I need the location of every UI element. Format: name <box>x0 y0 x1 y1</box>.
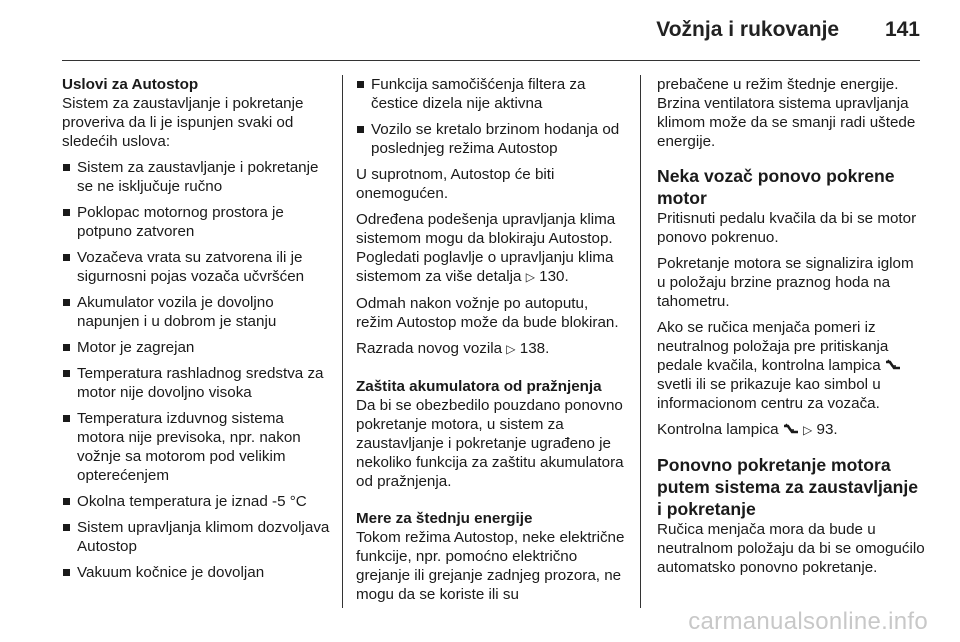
paragraph: Pokretanje motora se signalizira iglom u položaju brzine praznog hoda na tahometru. <box>657 255 914 310</box>
list-item: Motor je zagrejan <box>62 338 330 357</box>
paragraph: Sistem za zaustavljanje i pokretanje proveriva da li je ispunjen svaki od sledećih uslova: <box>62 95 304 150</box>
paragraph: prebačene u režim štednje energije. Brzina ventilatora sistema upravljanja klimom može da se smanji radi uštede energije. <box>657 76 916 150</box>
column-2 <box>356 75 626 611</box>
page-reference-link[interactable]: 138. <box>519 340 550 357</box>
conditions-list <box>62 158 330 582</box>
page-reference-arrow-icon: ▷ <box>803 423 813 437</box>
chapter-title: Vožnja i rukovanje <box>656 18 840 41</box>
page-reference-arrow-icon: ▷ <box>506 342 516 356</box>
paragraph: Razrada novog vozila ▷ 138. <box>356 340 550 357</box>
paragraph: Da bi se obezbedilo pouzdano ponovno pokretanje motora, u sistem za zaustavljanje i pokretanje ugrađeno je nekoliko funkcija za zaštitu akumulatora od pražnjenja. <box>356 397 624 490</box>
section-heading-autostop-conditions: Uslovi za Autostop <box>62 76 199 93</box>
autostop-lamp-icon <box>885 359 901 371</box>
conditions-list-continued <box>356 75 626 158</box>
list-item: Vakuum kočnice je dovoljan <box>62 563 330 582</box>
list-item: Okolna temperatura je iznad -5 °C <box>62 492 330 511</box>
paragraph: Ako se ručica menjača pomeri iz neutralnog položaja pre pritiskanja pedale kvačila, kontrolna lampica svetli ili se prikazuje kao simbol u informacionom centru za vozača. <box>657 318 925 413</box>
list-item: Temperatura izduvnog sistema motora nije previsoka, npr. nakon vožnje sa motorom pod velikim opterećenjem <box>62 409 330 485</box>
list-item: Funkcija samočišćenja filtera za čestice dizela nije aktivna <box>356 75 626 113</box>
page-reference-arrow-icon: ▷ <box>525 270 535 284</box>
paragraph: Određena podešenja upravljanja klima sistemom mogu da blokiraju Autostop. Pogledati poglavlje o upravljanju klima sistemom za više detalja ▷ 130. <box>356 211 616 285</box>
list-item: Sistem upravljanja klimom dozvoljava Autostop <box>62 518 330 556</box>
paragraph: Tokom režima Autostop, neke električne funkcije, npr. pomoćno električno grejanje ili grejanje zadnjeg prozora, ne mogu da se koriste ili su <box>356 529 625 603</box>
paragraph: U suprotnom, Autostop će biti onemogućen. <box>356 166 555 202</box>
list-item: Sistem za zaustavljanje i pokretanje se ne isključuje ručno <box>62 158 330 196</box>
section-heading-system-restart: Ponovno pokretanje motora putem sistema za zaustavljanje i pokretanje <box>657 455 919 519</box>
list-item: Poklopac motornog prostora je potpuno zatvoren <box>62 203 330 241</box>
section-heading-energy-saving: Mere za štednju energije <box>356 510 533 527</box>
column-divider-1 <box>342 75 343 608</box>
column-3 <box>657 75 925 584</box>
page-number: 141 <box>884 18 920 41</box>
list-item: Temperatura rashladnog sredstva za motor nije dovoljno visoka <box>62 364 330 402</box>
paragraph: Pritisnuti pedalu kvačila da bi se motor ponovo pokrenuo. <box>657 210 917 246</box>
watermark: carmanualsonline.info <box>688 608 928 635</box>
column-divider-2 <box>640 75 641 608</box>
paragraph: Ručica menjača mora da bude u neutralnom položaju da bi se omogućilo automatsko ponovno pokretanje. <box>657 521 925 576</box>
paragraph: Odmah nakon vožnje po autoputu, režim Autostop može da bude blokiran. <box>356 295 619 331</box>
section-heading-driver-restart: Neka vozač ponovo pokrene motor <box>657 166 895 208</box>
page-reference-link[interactable]: 93. <box>816 421 838 438</box>
column-1 <box>62 75 330 589</box>
autostop-lamp-icon <box>783 423 799 435</box>
paragraph: Kontrolna lampica ▷ 93. <box>657 421 838 438</box>
header-divider <box>62 60 920 61</box>
list-item: Vozačeva vrata su zatvorena ili je sigurnosni pojas vozača učvršćen <box>62 248 330 286</box>
list-item: Akumulator vozila je dovoljno napunjen i u dobrom je stanju <box>62 293 330 331</box>
list-item: Vozilo se kretalo brzinom hodanja od poslednjeg režima Autostop <box>356 120 626 158</box>
page-header <box>656 18 920 42</box>
page-reference-link[interactable]: 130. <box>539 268 569 285</box>
section-heading-battery-protection: Zaštita akumulatora od pražnjenja <box>356 378 602 395</box>
